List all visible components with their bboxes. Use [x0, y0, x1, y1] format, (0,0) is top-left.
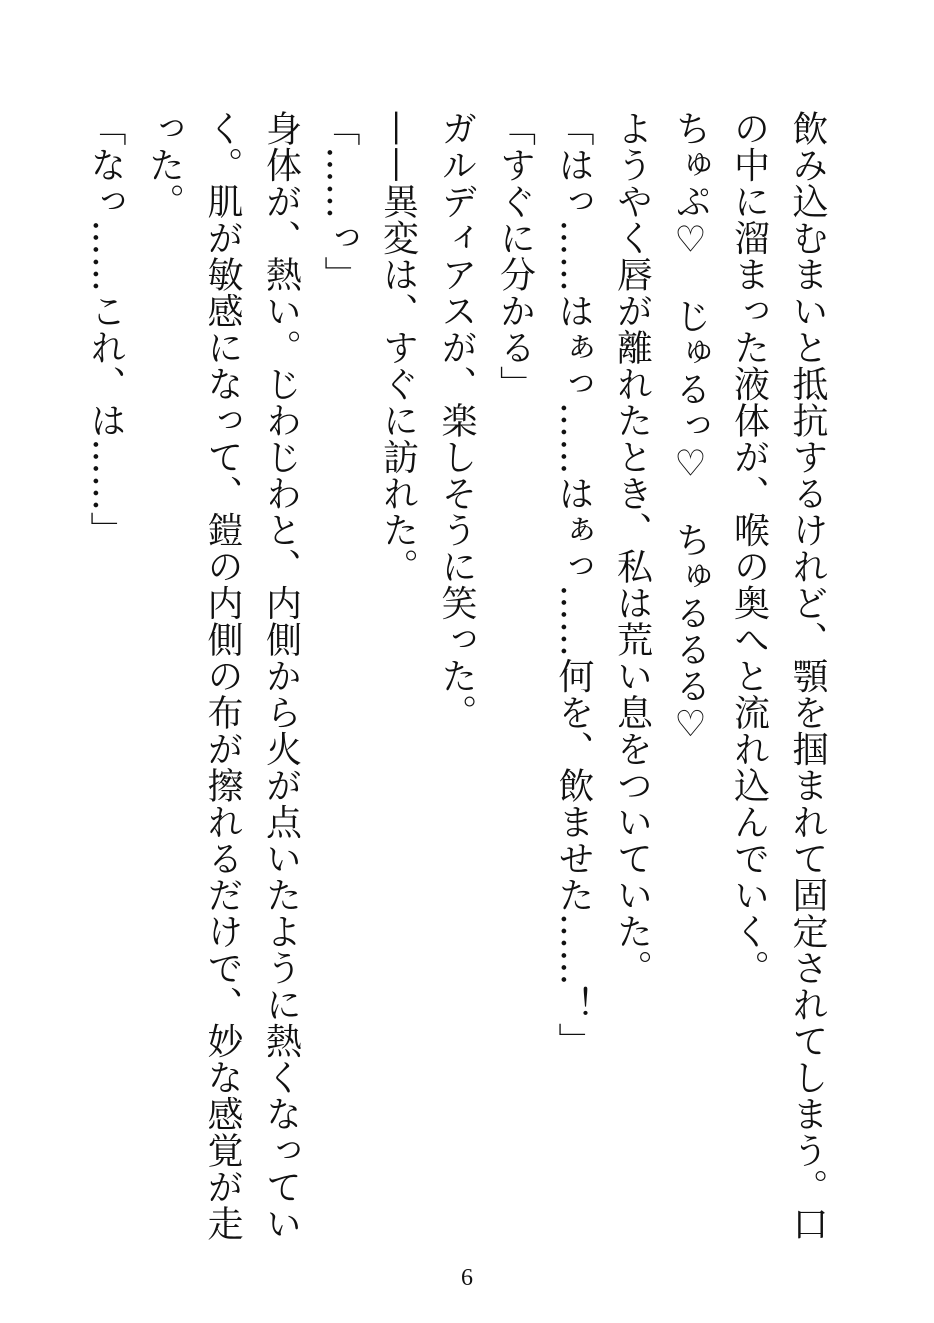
paragraph-5: 「すぐに分かる」: [494, 110, 536, 402]
paragraph-2: ちゅぷ♡ じゅるっ♡ ちゅるるる♡: [670, 110, 711, 746]
paragraph-9: 身体が、熱い。じわじわと、内側から火が点いたように熱くなっていく。肌が敏感になって、鎧の内側の布が擦れるだけで、妙な感覚が走った。: [143, 110, 302, 1242]
paragraph-7: ——異変は、すぐに訪れた。: [377, 110, 419, 585]
paragraph-1: 飲み込むまいと抵抗するけれど、顎を掴まれて固定されてしまう。口の中に溜まった液体が、喉の奥へと流れ込んでいく。: [728, 110, 828, 1242]
paragraph-3: ようやく唇が離れたとき、私は荒い息をついていた。: [611, 110, 653, 986]
paragraph-8: 「……っ」: [319, 110, 360, 293]
body-text: [76, 110, 836, 1250]
paragraph-4: 「はっ……はぁっ……はぁっ……何を、飲ませた……！」: [553, 110, 594, 1059]
paragraph-6: ガルディアスが、楽しそうに笑った。: [436, 110, 477, 731]
paragraph-10: 「なっ……これ、は……」: [85, 110, 126, 548]
page-number: 6: [461, 1265, 473, 1291]
